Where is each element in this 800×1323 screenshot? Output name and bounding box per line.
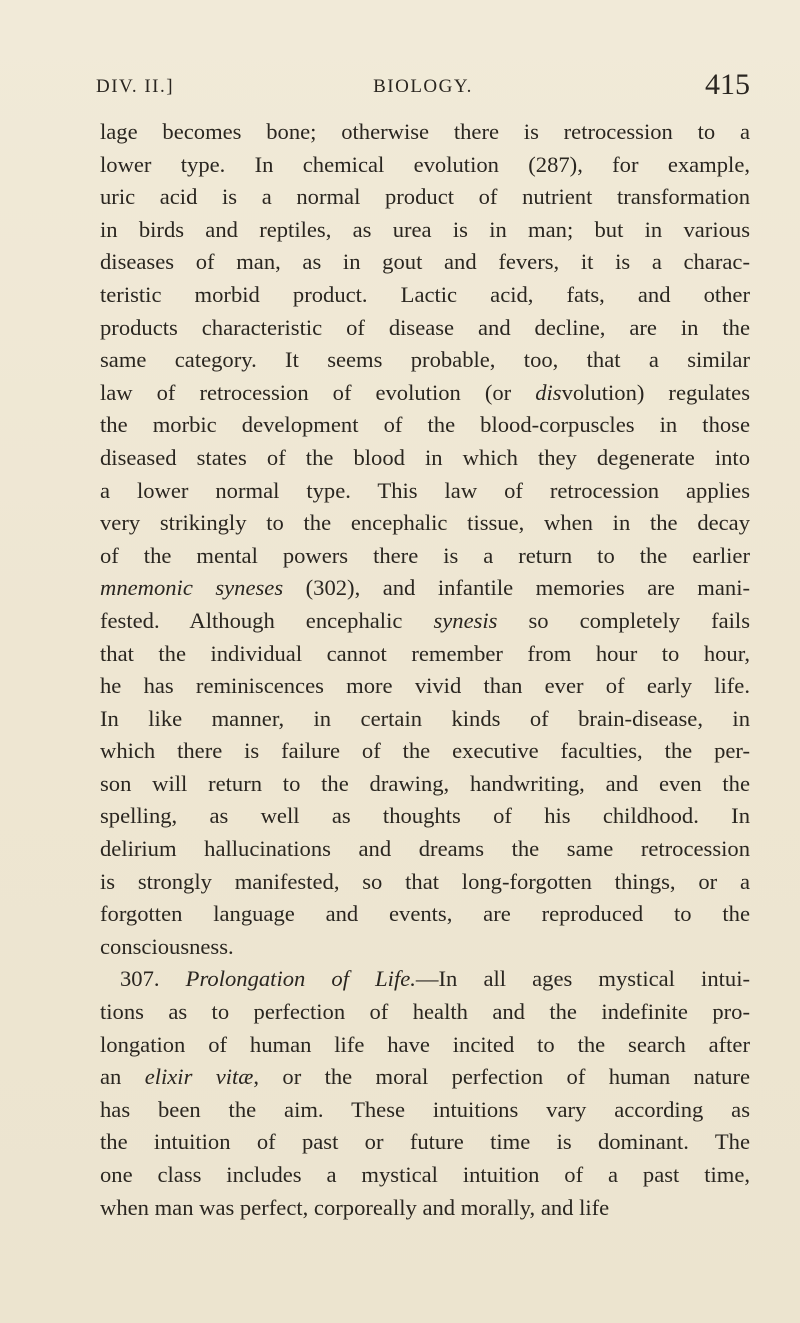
text-segment: fested. Although encephalic bbox=[100, 607, 434, 633]
text-segment: so completely fails bbox=[497, 607, 750, 633]
text-line bbox=[100, 409, 750, 442]
text-line bbox=[100, 1061, 750, 1094]
text-line bbox=[100, 507, 750, 540]
text-line bbox=[100, 898, 750, 931]
text-line bbox=[100, 931, 750, 964]
italic-text: dis bbox=[535, 379, 562, 405]
text-segment: the intuition of past or future time is dominant. The bbox=[100, 1129, 750, 1155]
text-segment: consciousness. bbox=[100, 933, 234, 959]
text-segment: spelling, as well as thoughts of his childhood. In bbox=[100, 803, 750, 829]
text-segment: one class includes a mystical intuition of a past time, bbox=[100, 1162, 750, 1187]
text-segment: tions as to perfection of health and the indefinite pro- bbox=[100, 999, 750, 1025]
division-label: DIV. II.] bbox=[96, 76, 175, 97]
text-line bbox=[100, 1126, 750, 1159]
text-line bbox=[100, 1192, 750, 1225]
text-segment: lage becomes bone; otherwise there is retrocession to a bbox=[100, 119, 750, 144]
text-segment: , or the moral perfection of human nature bbox=[253, 1064, 751, 1090]
text-line bbox=[100, 638, 750, 671]
text-line bbox=[100, 246, 750, 279]
text-segment: products characteristic of disease and decline, are in the bbox=[100, 314, 750, 340]
text-segment: the morbic development of the blood-corpuscles in those bbox=[100, 412, 750, 438]
text-line bbox=[100, 442, 750, 475]
text-segment: law of retrocession of evolution (or bbox=[100, 379, 536, 405]
text-line bbox=[100, 214, 750, 247]
text-line bbox=[100, 116, 750, 149]
text-line bbox=[100, 475, 750, 508]
text-line bbox=[100, 1094, 750, 1127]
text-line bbox=[100, 800, 750, 833]
text-line bbox=[100, 572, 750, 605]
text-segment: of the mental powers there is a return to the earlier bbox=[100, 542, 750, 568]
text-segment: when man was perfect, corporeally and morally, and life bbox=[100, 1194, 610, 1220]
text-segment: In like manner, in certain kinds of brain-disease, in bbox=[100, 705, 750, 731]
text-line bbox=[100, 149, 750, 182]
text-line bbox=[100, 866, 750, 899]
text-line bbox=[100, 996, 750, 1029]
text-segment: he has reminiscences more vivid than ever of early life. bbox=[100, 673, 750, 699]
running-title: BIOLOGY. bbox=[373, 76, 473, 97]
text-segment: uric acid is a normal product of nutrient transformation bbox=[100, 184, 750, 210]
text-segment: delirium hallucinations and dreams the same retrocession bbox=[100, 836, 750, 862]
text-segment: teristic morbid product. Lactic acid, fats, and other bbox=[100, 281, 750, 307]
text-line bbox=[100, 540, 750, 573]
text-line bbox=[100, 181, 750, 214]
text-segment: longation of human life have incited to the search after bbox=[100, 1031, 750, 1057]
text-segment: is strongly manifested, so that long-forgotten things, or a bbox=[100, 868, 750, 894]
text-segment: 307. bbox=[120, 966, 186, 992]
italic-text: elixir vitæ bbox=[144, 1064, 254, 1090]
text-line bbox=[100, 377, 750, 410]
text-segment: son will return to the drawing, handwriting, and even the bbox=[100, 770, 750, 796]
body-text bbox=[100, 116, 750, 1224]
text-segment: a lower normal type. This law of retrocession applies bbox=[100, 477, 750, 503]
text-line bbox=[100, 963, 750, 996]
text-segment: (302), and infantile memories are mani- bbox=[283, 575, 750, 601]
running-head bbox=[96, 68, 750, 108]
text-segment: lower type. In chemical evolution (287), for example, bbox=[100, 151, 750, 177]
text-segment: that the individual cannot remember from hour to hour, bbox=[100, 640, 750, 666]
text-segment: very strikingly to the encephalic tissue, when in the decay bbox=[100, 510, 750, 536]
text-segment: forgotten language and events, are reproduced to the bbox=[100, 901, 750, 927]
page-number: 415 bbox=[705, 68, 750, 101]
text-segment: an bbox=[100, 1064, 145, 1090]
text-segment: in birds and reptiles, as urea is in man; but in various bbox=[100, 216, 750, 242]
italic-text: Prolongation of Life. bbox=[185, 966, 416, 992]
italic-text: synesis bbox=[433, 607, 498, 633]
text-segment: which there is failure of the executive faculties, the per- bbox=[100, 738, 750, 764]
text-line bbox=[100, 768, 750, 801]
text-segment: volution) regulates bbox=[561, 379, 750, 405]
text-segment: has been the aim. These intuitions vary according as bbox=[100, 1096, 750, 1122]
text-line bbox=[100, 703, 750, 736]
text-line bbox=[100, 735, 750, 768]
paragraph-retrocession bbox=[100, 116, 750, 963]
paragraph-prolongation-of-life bbox=[100, 963, 750, 1224]
text-line bbox=[100, 1029, 750, 1062]
text-line bbox=[100, 1159, 750, 1192]
text-line bbox=[100, 312, 750, 345]
text-line bbox=[100, 279, 750, 312]
text-line bbox=[100, 670, 750, 703]
text-segment: diseases of man, as in gout and fevers, it is a charac- bbox=[100, 249, 750, 275]
text-segment: —In all ages mystical intui- bbox=[415, 966, 750, 992]
italic-text: mnemonic syneses bbox=[100, 575, 284, 601]
text-segment: same category. It seems probable, too, that a similar bbox=[100, 347, 750, 373]
text-segment: diseased states of the blood in which they degenerate into bbox=[100, 444, 750, 470]
text-line bbox=[100, 605, 750, 638]
text-line bbox=[100, 833, 750, 866]
text-line bbox=[100, 344, 750, 377]
